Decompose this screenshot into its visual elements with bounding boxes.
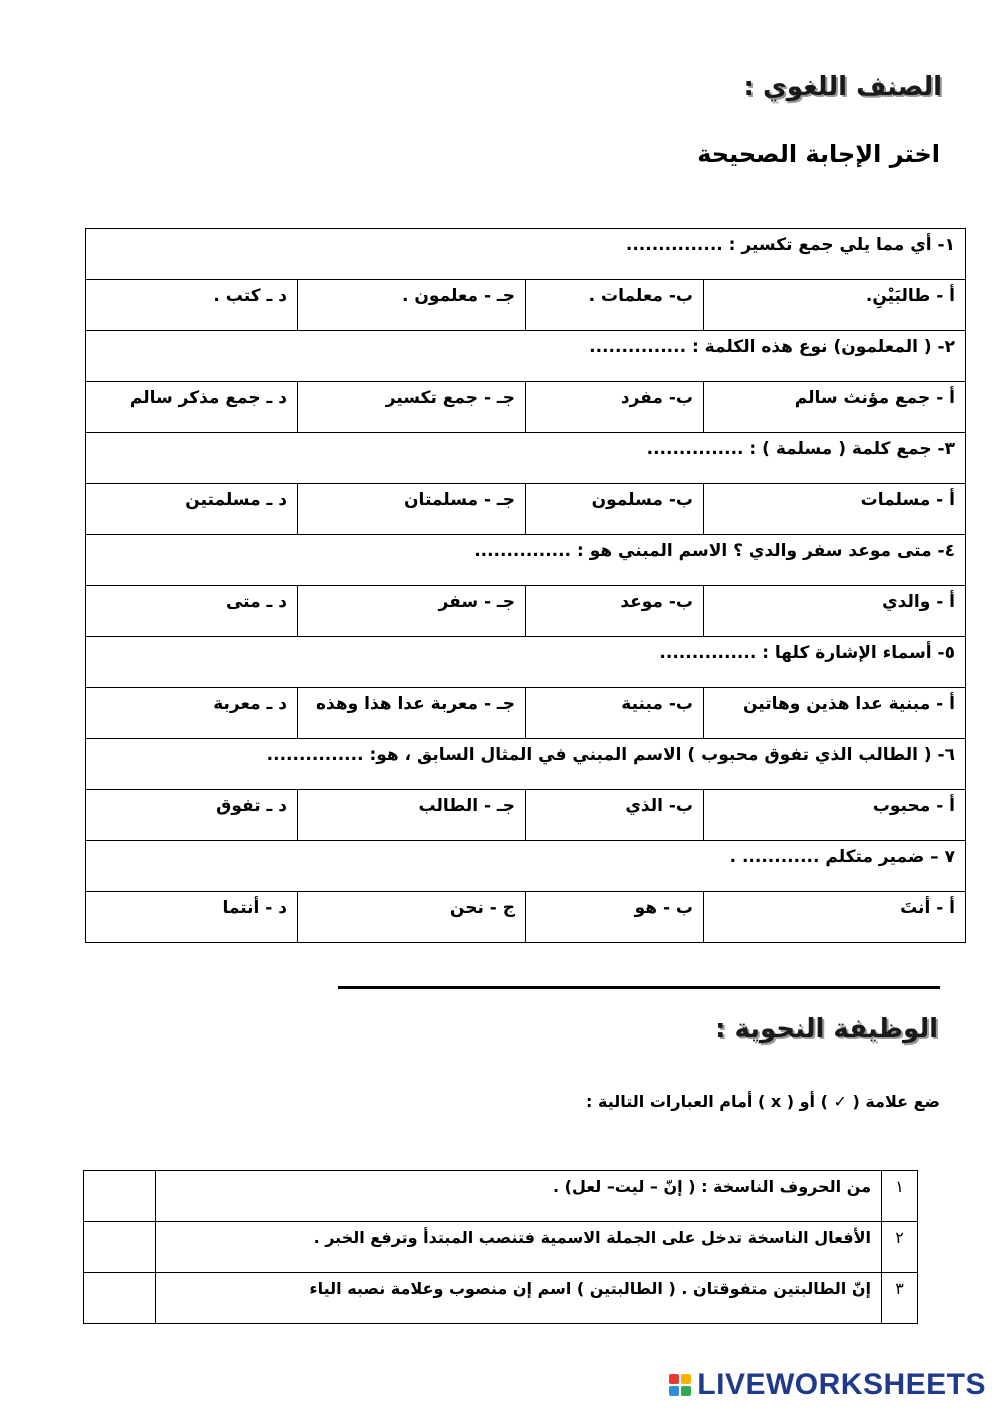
options-row (86, 586, 966, 637)
answer-option[interactable]: د - أنتما (86, 892, 298, 943)
section-divider (338, 986, 940, 989)
options-row (86, 484, 966, 535)
question-text: ١- أي مما يلي جمع تكسير : ............... (86, 229, 966, 280)
answer-option[interactable]: جـ - مسلمتان (298, 484, 526, 535)
question-text: ٦- ( الطالب الذي تفوق محبوب ) الاسم المبني في المثال السابق ، هو: ............... (86, 739, 966, 790)
answer-option[interactable]: ب - هو (526, 892, 704, 943)
answer-option[interactable]: د ـ متى (86, 586, 298, 637)
question-text: ٤- متى موعد سفر والدي ؟ الاسم المبني هو : ............... (86, 535, 966, 586)
question-row (86, 535, 966, 586)
liveworksheets-logo-text: LIVEWORKSHEETS (697, 1368, 986, 1401)
answer-option[interactable]: جـ - معربة عدا هذا وهذه (298, 688, 526, 739)
statement-row (84, 1222, 918, 1273)
options-row (86, 688, 966, 739)
statement-text: إنّ الطالبتين متفوقتان . ( الطالبتين ) اسم إن منصوب وعلامة نصبه الياء (156, 1273, 882, 1324)
options-row (86, 280, 966, 331)
answer-option[interactable]: ب- مفرد (526, 382, 704, 433)
answer-option[interactable]: د ـ معربة (86, 688, 298, 739)
answer-option[interactable]: ب- موعد (526, 586, 704, 637)
question-text: ٣- جمع كلمة ( مسلمة ) : ............... (86, 433, 966, 484)
statement-number: ٢ (882, 1222, 918, 1273)
answer-option[interactable]: د ـ كتب . (86, 280, 298, 331)
answer-option[interactable]: أ - والدي (704, 586, 966, 637)
section1-instruction: اختر الإجابة الصحيحة (697, 140, 940, 168)
question-row (86, 739, 966, 790)
tf-table (83, 1170, 918, 1324)
section1-title: الصنف اللغوي : (743, 72, 942, 102)
liveworksheets-logo-icon (669, 1374, 691, 1396)
statement-text: من الحروف الناسخة : ( إنّ – ليت– لعل) . (156, 1171, 882, 1222)
answer-option[interactable]: جـ - الطالب (298, 790, 526, 841)
answer-option[interactable]: جـ - معلمون . (298, 280, 526, 331)
answer-option[interactable]: ج - نحن (298, 892, 526, 943)
answer-box[interactable] (84, 1273, 156, 1324)
answer-option[interactable]: أ - مسلمات (704, 484, 966, 535)
question-text: ٢- ( المعلمون) نوع هذه الكلمة : ............... (86, 331, 966, 382)
answer-option[interactable]: أ - طالبَيْنِ. (704, 280, 966, 331)
mcq-table (85, 228, 966, 943)
answer-option[interactable]: ب- معلمات . (526, 280, 704, 331)
answer-option[interactable]: د ـ مسلمتين (86, 484, 298, 535)
question-text: ٥- أسماء الإشارة كلها : ............... (86, 637, 966, 688)
question-row (86, 637, 966, 688)
question-row (86, 331, 966, 382)
answer-option[interactable]: أ - محبوب (704, 790, 966, 841)
answer-box[interactable] (84, 1222, 156, 1273)
statement-row (84, 1171, 918, 1222)
options-row (86, 382, 966, 433)
answer-option[interactable]: د ـ تفوق (86, 790, 298, 841)
question-row (86, 841, 966, 892)
options-row (86, 790, 966, 841)
answer-option[interactable]: ب- مبنية (526, 688, 704, 739)
question-row (86, 229, 966, 280)
statement-number: ٣ (882, 1273, 918, 1324)
statement-row (84, 1273, 918, 1324)
statement-number: ١ (882, 1171, 918, 1222)
answer-option[interactable]: د ـ جمع مذكر سالم (86, 382, 298, 433)
answer-option[interactable]: ب- الذي (526, 790, 704, 841)
answer-option[interactable]: أ - أنتَ (704, 892, 966, 943)
answer-option[interactable]: ب- مسلمون (526, 484, 704, 535)
answer-option[interactable]: أ - جمع مؤنث سالم (704, 382, 966, 433)
liveworksheets-logo (669, 1368, 986, 1402)
answer-box[interactable] (84, 1171, 156, 1222)
options-row (86, 892, 966, 943)
answer-option[interactable]: أ - مبنية عدا هذين وهاتين (704, 688, 966, 739)
question-row (86, 433, 966, 484)
answer-option[interactable]: جـ - جمع تكسير (298, 382, 526, 433)
question-text: ٧ – ضمير متكلم ............ . (86, 841, 966, 892)
section2-title: الوظيفة النحوية : (715, 1014, 938, 1044)
answer-option[interactable]: جـ - سفر (298, 586, 526, 637)
statement-text: الأفعال الناسخة تدخل على الجملة الاسمية فتنصب المبتدأ وترفع الخبر . (156, 1222, 882, 1273)
section2-instruction: ضع علامة ( ✓ ) أو ( x ) أمام العبارات التالية : (586, 1092, 940, 1111)
